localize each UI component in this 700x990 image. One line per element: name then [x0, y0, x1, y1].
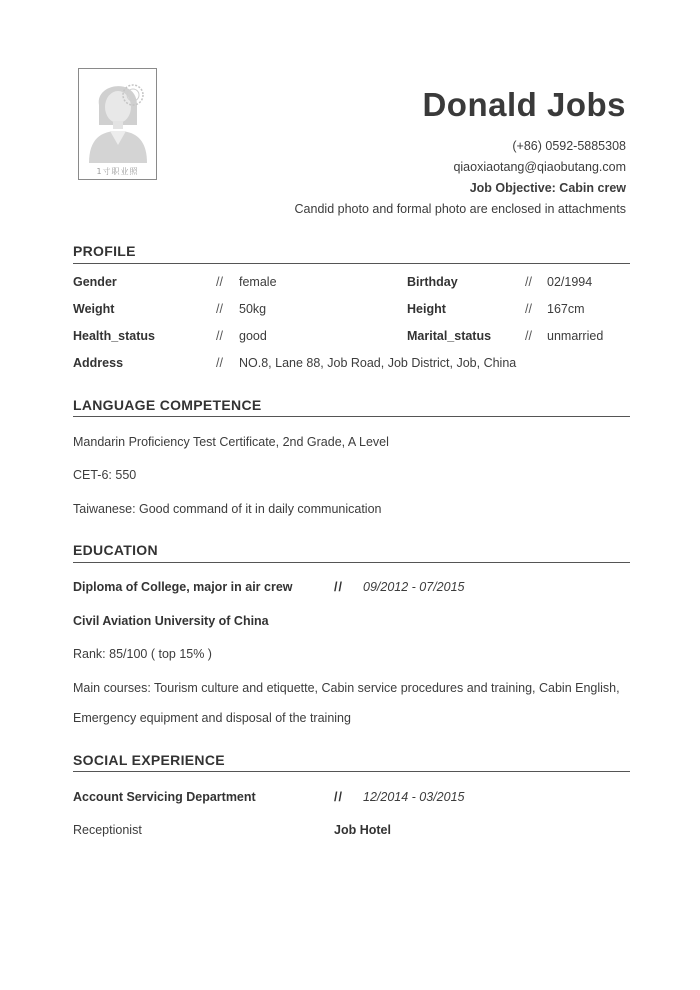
section-title-language: LANGUAGE COMPETENCE — [73, 397, 262, 413]
avatar-placeholder-icon — [85, 75, 151, 165]
separator: // — [525, 275, 532, 289]
education-courses: Emergency equipment and disposal of the training — [73, 711, 351, 725]
experience-role: Receptionist — [73, 823, 142, 837]
separator: // — [216, 302, 223, 316]
section-divider — [73, 562, 630, 563]
language-item: Mandarin Proficiency Test Certificate, 2nd Grade, A Level — [73, 435, 389, 449]
email-address: qiaoxiaotang@qiaobutang.com — [453, 160, 626, 174]
section-divider — [73, 416, 630, 417]
marital-status-label: Marital_status — [407, 329, 492, 343]
height-label: Height — [407, 302, 446, 316]
health-status-label: Health_status — [73, 329, 155, 343]
separator: // — [216, 329, 223, 343]
experience-company: Job Hotel — [334, 823, 391, 837]
separator: // — [334, 790, 343, 804]
education-degree: Diploma of College, major in air crew — [73, 580, 293, 594]
separator: // — [525, 302, 532, 316]
education-period: 09/2012 - 07/2015 — [363, 580, 465, 594]
language-item: Taiwanese: Good command of it in daily communication — [73, 502, 382, 516]
address-value: NO.8, Lane 88, Job Road, Job District, Job, China — [239, 356, 517, 370]
language-item: CET-6: 550 — [73, 468, 137, 482]
weight-label: Weight — [73, 302, 115, 316]
gender-value: female — [239, 275, 277, 289]
section-title-social: SOCIAL EXPERIENCE — [73, 752, 225, 768]
separator: // — [525, 329, 532, 343]
photo-note: Candid photo and formal photo are enclosed in attachments — [294, 202, 626, 216]
marital-status-value: unmarried — [547, 329, 604, 343]
separator: // — [334, 580, 343, 594]
job-objective: Job Objective: Cabin crew — [469, 181, 626, 195]
education-rank: Rank: 85/100 ( top 15% ) — [73, 647, 212, 661]
birthday-value: 02/1994 — [547, 275, 593, 289]
profile-photo — [78, 68, 157, 180]
experience-period: 12/2014 - 03/2015 — [363, 790, 465, 804]
photo-caption: 1寸职业照 — [96, 167, 139, 176]
phone-number: (+86) 0592-5885308 — [512, 139, 626, 153]
education-school: Civil Aviation University of China — [73, 614, 269, 628]
height-value: 167cm — [547, 302, 585, 316]
health-status-value: good — [239, 329, 267, 343]
section-title-profile: PROFILE — [73, 243, 136, 259]
section-title-education: EDUCATION — [73, 542, 158, 558]
candidate-name: Donald Jobs — [422, 86, 626, 123]
education-courses: Main courses: Tourism culture and etiquette, Cabin service procedures and training, Cabin English, — [73, 681, 620, 695]
experience-department: Account Servicing Department — [73, 790, 256, 804]
birthday-label: Birthday — [407, 275, 458, 289]
gender-label: Gender — [73, 275, 117, 289]
section-divider — [73, 771, 630, 772]
weight-value: 50kg — [239, 302, 267, 316]
separator: // — [216, 356, 223, 370]
address-label: Address — [73, 356, 124, 370]
separator: // — [216, 275, 223, 289]
section-divider — [73, 263, 630, 264]
